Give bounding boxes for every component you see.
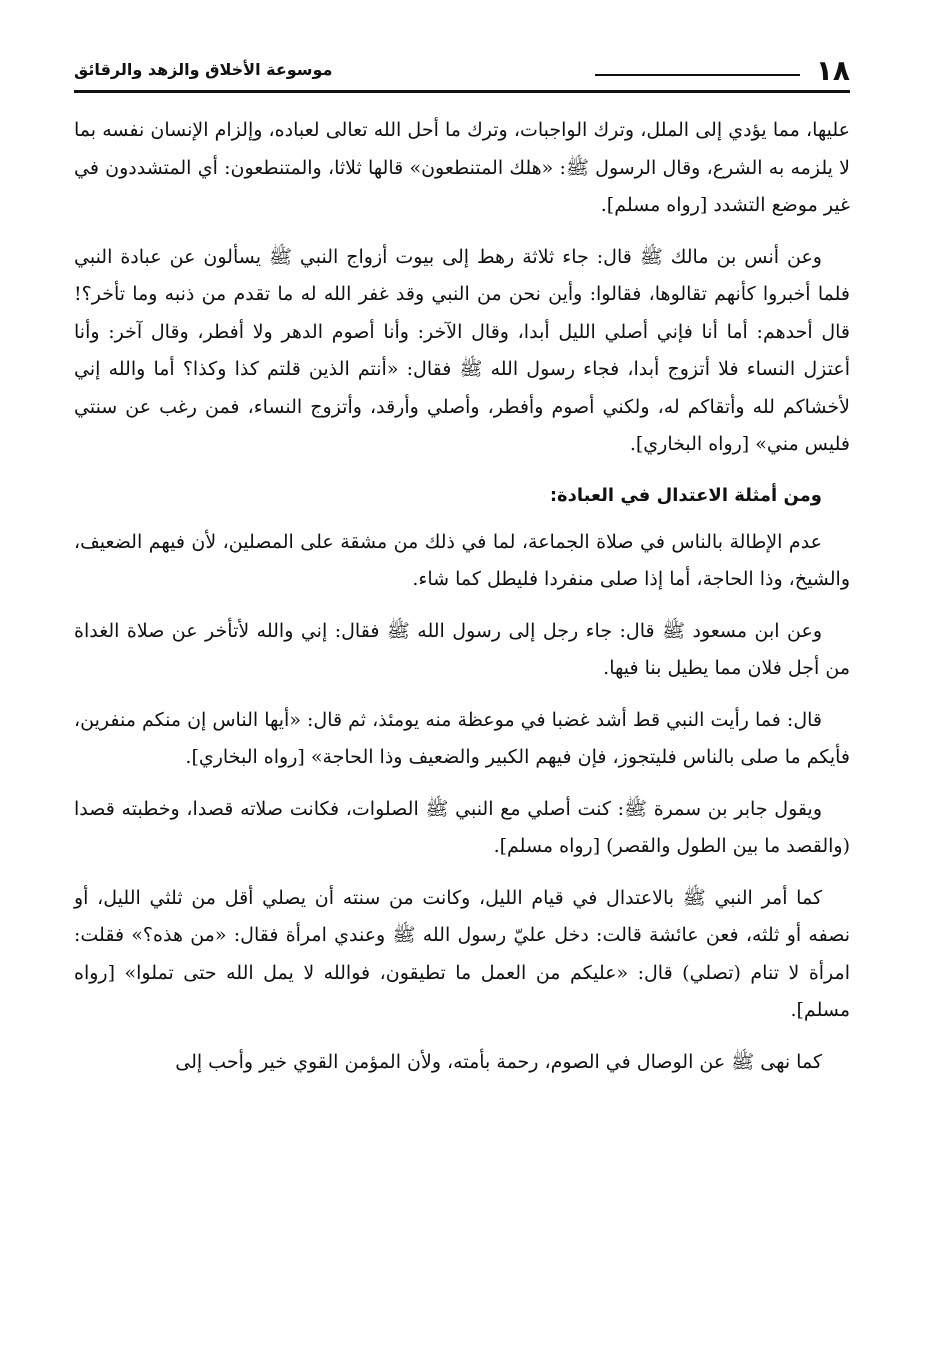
paragraph-continuation: عليها، مما يؤدي إلى الملل، وترك الواجبات، وترك ما أحل الله تعالى لعباده، وإلزام الإنسان نفسه بما لا يلزمه به الشرع، وقال الرسول ﷺ: «هلك المتنطعون» قالها ثلاثا، والمتنطعون: أي المتشددون في غير موضع التشدد [رواه مسلم].	[74, 119, 850, 216]
section-heading: ومن أمثلة الاعتدال في العبادة:	[549, 484, 822, 506]
header-divider	[74, 90, 850, 93]
book-title: موسوعة الأخلاق والزهد والرقائق	[74, 60, 333, 79]
page-number: ١٨	[815, 54, 850, 87]
paragraph-prayer-length: عدم الإطالة بالناس في صلاة الجماعة، لما في ذلك من مشقة على المصلين، لأن فيهم الضعيف، والشيخ، وذا الحاجة، أما إذا صلى منفردا فليطل كما شاء.	[74, 530, 850, 590]
page-body	[74, 112, 850, 1095]
paragraph-sermon: قال: فما رأيت النبي قط أشد غضبا في موعظة منه يومئذ، ثم قال: «أيها الناس إن منكم منفرين، فأيكم ما صلى بالناس فليتجوز، فإن فيهم الكبير والضعيف وذا الحاجة» [رواه البخاري].	[74, 708, 850, 768]
page-header	[74, 54, 850, 94]
paragraph-anas-hadith: وعن أنس بن مالك ﷺ قال: جاء ثلاثة رهط إلى بيوت أزواج النبي ﷺ يسألون عن عبادة النبي فلما أخبروا كأنهم تقالوها، فقالوا: وأين نحن من النبي وقد غفر الله له ما تقدم من ذنبه وما تأخر؟! قال أحدهم: أما أنا فإني أصلي الليل أبدا، وقال الآخر: وأنا أصوم الدهر ولا أفطر، وقال آخر: وأنا أعتزل النساء فلا أتزوج أبدا، فجاء رسول الله ﷺ فقال: «أنتم الذين قلتم كذا وكذا؟ أما والله إني لأخشاكم لله وأتقاكم له، ولكني أصوم وأفطر، وأصلي وأرقد، وأتزوج النساء، فمن رغب عن سنتي فليس مني» [رواه البخاري].	[74, 245, 850, 455]
paragraph-ibn-masud: وعن ابن مسعود ﷺ قال: جاء رجل إلى رسول الله ﷺ فقال: إني والله لأتأخر عن صلاة الغداة من أجل فلان مما يطيل بنا فيها.	[74, 619, 850, 679]
paragraph-night-prayer: كما أمر النبي ﷺ بالاعتدال في قيام الليل، وكانت من سنته أن يصلي أقل من ثلثي الليل، أو نصفه أو ثلثه، فعن عائشة قالت: دخل عليّ رسول الله ﷺ وعندي امرأة فقال: «من هذه؟» فقلت: امرأة لا تنام (تصلي) قال: «عليكم من العمل ما تطيقون، فوالله لا يمل الله حتى تملوا» [رواه مسلم].	[74, 886, 850, 1021]
paragraph-jabir: ويقول جابر بن سمرة ﷺ: كنت أصلي مع النبي ﷺ الصلوات، فكانت صلاته قصدا، وخطبته قصدا (والقصد ما بين الطول والقصر) [رواه مسلم].	[74, 797, 850, 857]
paragraph-fasting: كما نهى ﷺ عن الوصال في الصوم، رحمة بأمته، ولأن المؤمن القوي خير وأحب إلى	[175, 1050, 822, 1073]
header-rule	[595, 74, 800, 76]
